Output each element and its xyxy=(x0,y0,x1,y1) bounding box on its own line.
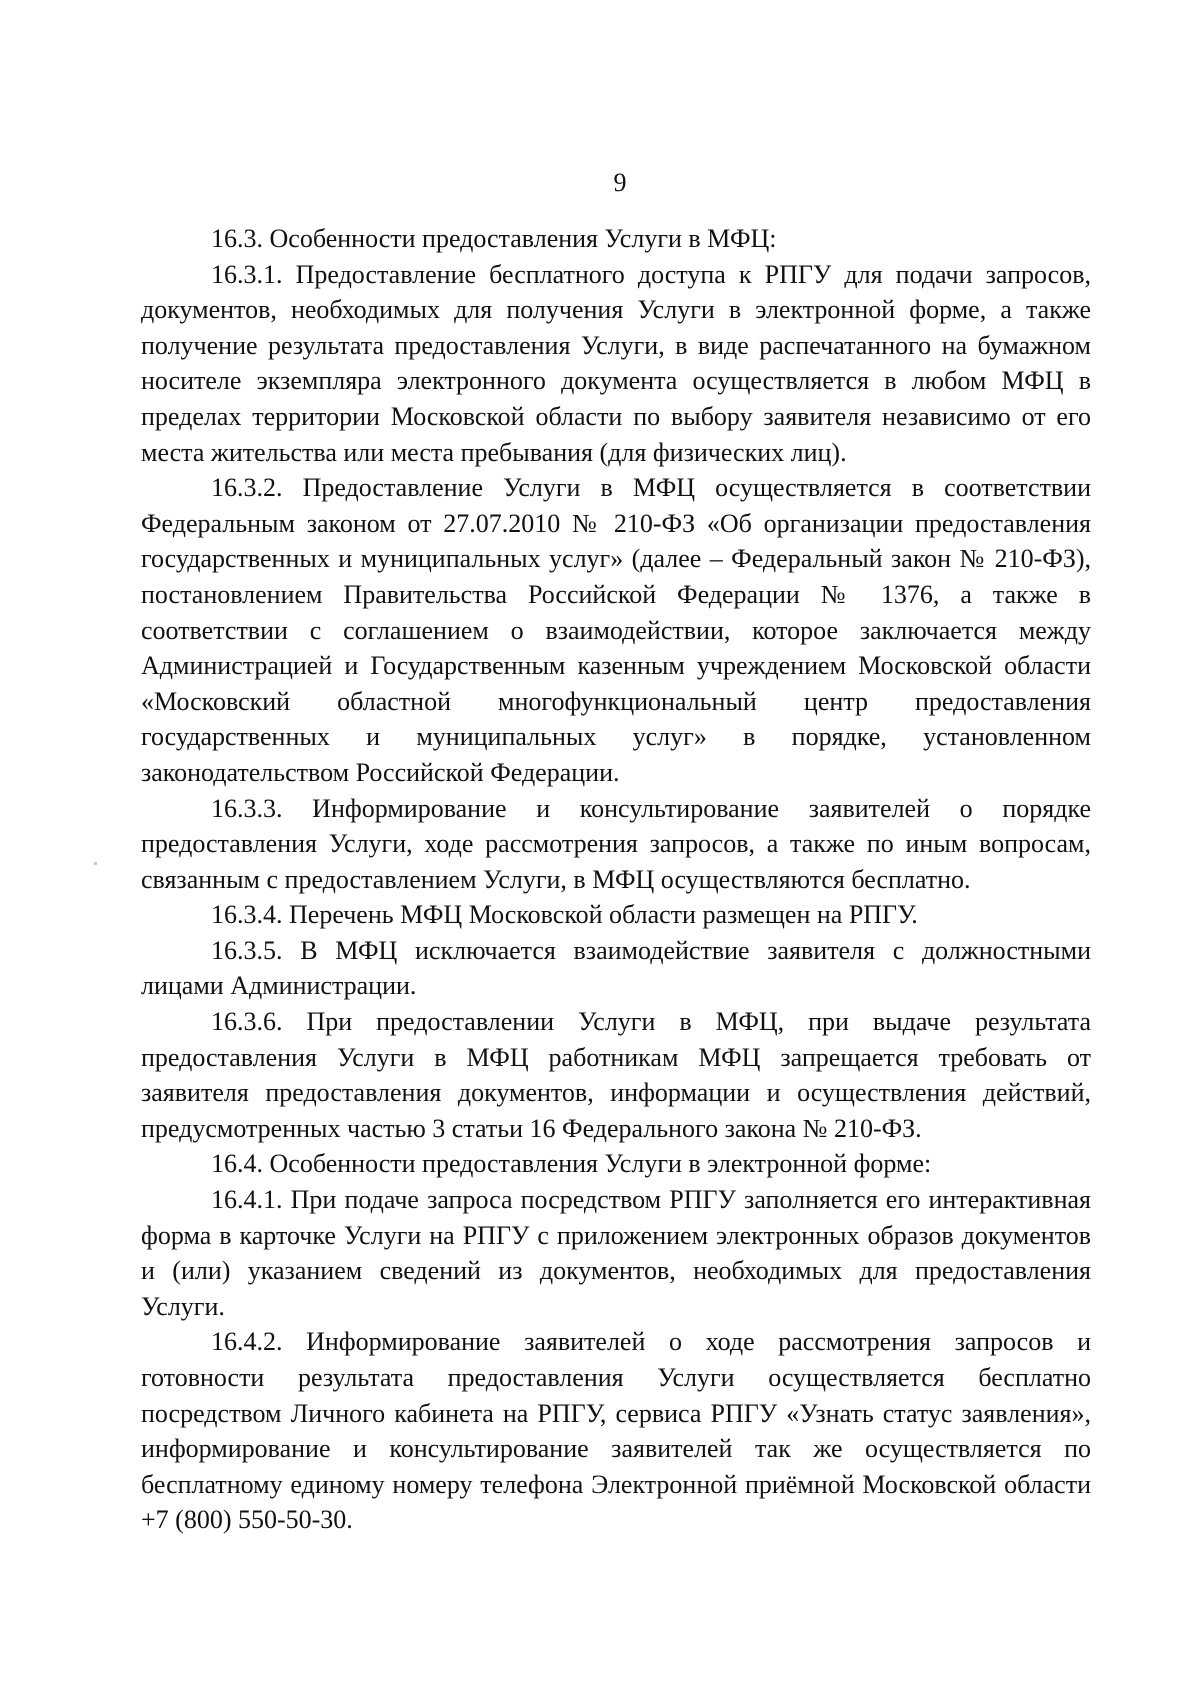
paragraph-16-4-1: 16.4.1. При подаче запроса посредством РПГУ заполняется его интерактивная форма в карточке Услуги на РПГУ с приложением электронных образов документов и (или) указанием сведений из документов, необходимых для предоставления Услуги. xyxy=(141,1185,1091,1321)
scan-speck xyxy=(94,862,97,865)
paragraph-16-4-2: 16.4.2. Информирование заявителей о ходе рассмотрения запросов и готовности результата предоставления Услуги осуществляется бесплатно посредством Личного кабинета на РПГУ, сервиса РПГУ «Узнать статус заявления», информирование и консультирование заявителей так же осуществляется по бесплатному единому номеру телефона Электронной приёмной Московской области +7 (800) 550-50-30. xyxy=(141,1327,1091,1535)
paragraph-16-3-2: 16.3.2. Предоставление Услуги в МФЦ осуществляется в соответствии Федеральным законом от 27.07.2010 № 210-ФЗ «Об организации предоставления государственных и муниципальных услуг» (далее – Федеральный закон № 210-ФЗ), постановлением Правительства Российской Федерации № 1376, а также в соответствии с соглашением о взаимодействии, которое заключается между Администрацией и Государственным казенным учреждением Московской области «Московский областной многофункциональный центр предоставления государственных и муниципальных услуг» в порядке, установленном законодательством Российской Федерации. xyxy=(141,473,1091,787)
document-body xyxy=(141,221,1091,1538)
paragraph-16-3: 16.3. Особенности предоставления Услуги в МФЦ: xyxy=(211,224,777,253)
paragraph-16-3-1: 16.3.1. Предоставление бесплатного доступа к РПГУ для подачи запросов, документов, необходимых для получения Услуги в электронной форме, а также получение результата предоставления Услуги, в виде распечатанного на бумажном носителе экземпляра электронного документа осуществляется в любом МФЦ в пределах территории Московской области по выбору заявителя независимо от его места жительства или места пребывания (для физических лиц). xyxy=(141,259,1091,467)
paragraph-16-3-3: 16.3.3. Информирование и консультирование заявителей о порядке предоставления Услуги, ходе рассмотрения запросов, а также по иным вопросам, связанным с предоставлением Услуги, в МФЦ осуществляются бесплатно. xyxy=(141,793,1091,894)
page-number: 9 xyxy=(613,168,627,197)
paragraph-16-3-4: 16.3.4. Перечень МФЦ Московской области размещен на РПГУ. xyxy=(211,900,918,930)
paragraph-16-3-5: 16.3.5. В МФЦ исключается взаимодействие заявителя с должностными лицами Администрации. xyxy=(141,935,1091,1001)
paragraph-16-3-6: 16.3.6. При предоставлении Услуги в МФЦ, при выдаче результата предоставления Услуги в МФЦ работникам МФЦ запрещается требовать от заявителя предоставления документов, информации и осуществления действий, предусмотренных частью 3 статьи 16 Федерального закона № 210-ФЗ. xyxy=(141,1007,1091,1143)
paragraph-16-4: 16.4. Особенности предоставления Услуги в электронной форме: xyxy=(211,1149,932,1179)
